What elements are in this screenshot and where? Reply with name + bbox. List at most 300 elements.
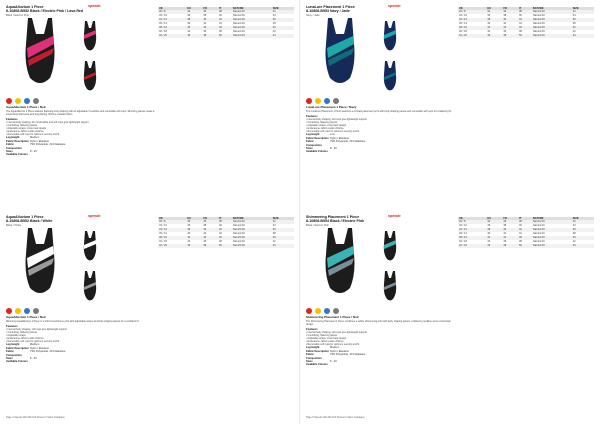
product-block-aqua-alluvium-white (0, 210, 300, 415)
size-table-cell: 46 (518, 26, 532, 30)
size-table-cell: 42 (186, 26, 202, 30)
size-table-cell: 36 / 14 (459, 232, 467, 236)
speedo-logo: speedo (388, 214, 401, 218)
size-table-cell: Natural Fit (232, 232, 245, 236)
size-table-cell: 32 / 10 (159, 14, 167, 18)
size-table-cell: Natural Fit (532, 244, 572, 248)
product-description-area (6, 106, 156, 157)
size-table-cell: 34 (186, 220, 202, 224)
size-table-cell: 38 (503, 224, 507, 228)
size-table-cell: 36 / 14 (159, 22, 167, 26)
size-table-cell: Natural Fit (232, 220, 272, 224)
size-table-cell: 50 (518, 244, 532, 248)
size-table-cell: Natural Fit (232, 244, 272, 248)
size-table-cell: 38 (186, 228, 202, 232)
size-table-cell: 38 (518, 10, 532, 14)
size-table-cell: 48 (518, 30, 522, 34)
size-table-header-cell: EU (186, 217, 202, 220)
feature-icons (306, 307, 366, 315)
page-footer-right: Page 5 Speedo AW 2013/14 Women’s Swim Catalogue (306, 416, 365, 419)
size-table-cell: 42 (503, 232, 507, 236)
size-table-cell: 46 (503, 30, 507, 34)
size-table-cell: 38 (486, 18, 502, 22)
size-table-cell: 32 (572, 220, 594, 224)
size-table-cell: 38 (203, 224, 207, 228)
size-table-cell: 40 (572, 26, 594, 30)
size-table-cell: 50 (218, 244, 232, 248)
size-table-cell: 40 (218, 14, 222, 18)
size-table-cell: 46 (186, 34, 202, 38)
features-list (6, 121, 156, 136)
description-text: Slimming AquaAlluvium 1 Piece in a bold monochrome print with adjustable straps and body shaping panels for a confident fit. (6, 319, 140, 323)
feature-icons (306, 97, 366, 105)
size-table-cell: Natural Fit (232, 14, 245, 18)
size-table-cell: 34 (272, 14, 276, 18)
size-table-cell: Natural Fit (232, 236, 272, 240)
size-table-cell: 34 (186, 10, 202, 14)
feature-badge-icon (315, 308, 321, 314)
size-table-cell: 44 (218, 232, 222, 236)
size-table-cell: 42 (572, 240, 576, 244)
spec-value: Medium (30, 136, 40, 140)
description-text: The AquaAlluvium 1 Piece features flattering body shaping with an adjustable V-neckline and removable soft cups. Slimming panels create a streamlined silhouette with long-lasting chlorine resistant fabric. (6, 109, 155, 116)
size-table-cell: 48 (518, 240, 522, 244)
size-table-cell: Natural Fit (232, 228, 272, 232)
size-table-cell: 34 (486, 10, 502, 14)
size-table-cell: Natural Fit (232, 18, 272, 22)
size-table-cell: Natural Fit (532, 34, 572, 38)
spec-label: Leg Height (306, 346, 320, 350)
size-table-cell: 44 (487, 30, 491, 34)
size-table-cell: 44 (218, 22, 222, 26)
description-text: The Shimmering Placement 1 Piece combines a subtle shimmering print with body shaping panels, a flattering neckline and a cross-back design. (306, 319, 451, 326)
product-title: Shimmering Placement 1 Piece (306, 215, 360, 219)
feature-badge-icon (324, 308, 330, 314)
feature-badge-icon (324, 98, 330, 104)
size-table-cell: 46 (486, 34, 502, 38)
size-table-cell: 38 (572, 232, 576, 236)
size-table-cell: 48 (218, 240, 222, 244)
size-table-cell: 44 (518, 232, 522, 236)
size-table-cell: Natural Fit (532, 228, 572, 232)
table-row (458, 34, 594, 38)
description-title: AquaAlluvium 1 Piece / Noir (6, 105, 46, 109)
size-chart-table (458, 7, 594, 38)
size-table-cell: 38 (218, 220, 232, 224)
spec-label: Leg Height (306, 133, 320, 137)
size-table-cell: 42 (186, 236, 202, 240)
size-table-cell: 40 / 18 (459, 240, 467, 244)
spec-label: Sizes (306, 147, 313, 151)
size-table-cell: 42 / 20 (158, 34, 186, 38)
size-table-cell: 38 (272, 232, 276, 236)
spec-label: Fabric Composition (306, 353, 322, 360)
spec-label: Sizes (6, 357, 13, 361)
size-table-cell: 34 / 12 (458, 18, 486, 22)
size-table-cell: 42 / 20 (458, 34, 486, 38)
list-item: • Adjustable straps; cross back design (306, 337, 347, 341)
list-item: • Endurance+ fabric resists chlorine (306, 127, 344, 131)
size-table-cell: 40 / 18 (159, 240, 167, 244)
spec-label: Fabric Composition (6, 350, 22, 357)
spec-value: 79% Polyamide, 21% Elastane (330, 140, 366, 144)
size-table-cell: Natural Fit (532, 232, 545, 236)
size-table-cell: 38 (186, 18, 202, 22)
spec-value: 79% Polyamide, 21% Elastane (30, 143, 66, 147)
size-table-cell: 42 (272, 30, 276, 34)
size-table-cell: 32 / 10 (159, 224, 167, 228)
list-item: • Endurance+ fabric resists chlorine (6, 337, 44, 341)
product-colour-name: Navy / Jade (306, 13, 320, 17)
size-table-cell: 44 (272, 34, 294, 38)
list-item: • Removable soft cups for optimum security and fit (306, 130, 360, 134)
size-table-cell: 46 (203, 30, 207, 34)
size-table-cell: 36 / 14 (459, 22, 467, 26)
feature-badge-icon (15, 308, 21, 314)
feature-badge-icon (333, 98, 339, 104)
spec-row (306, 353, 456, 360)
spec-row (306, 140, 456, 147)
swimsuit-side-thumbnail (80, 60, 100, 94)
size-table-cell: 38 (272, 22, 276, 26)
size-table-cell: 32 / 10 (459, 14, 467, 18)
feature-badge-icon (333, 308, 339, 314)
size-table-cell: 48 (202, 244, 218, 248)
size-table-cell: 50 (518, 34, 532, 38)
size-table-cell: 36 (572, 228, 594, 232)
features-heading: Features (6, 116, 18, 121)
size-table-cell: 44 (502, 236, 518, 240)
size-table-cell: 32 (272, 220, 294, 224)
size-table-cell: 36 (572, 18, 594, 22)
size-table-cell: 42 (572, 30, 576, 34)
swimsuit-back-thumbnail (80, 230, 100, 264)
size-table-cell: 50 (218, 34, 232, 38)
spec-value: Medium (330, 346, 340, 350)
product-description-area (6, 316, 156, 364)
feature-badge-icon (33, 308, 39, 314)
size-table-cell: 36 / 14 (159, 232, 167, 236)
swimsuit-front-image (310, 14, 370, 94)
list-item: • Endurance+ fabric resists chlorine (6, 130, 44, 134)
feature-badge-icon (15, 98, 21, 104)
size-table-cell: 32 (272, 10, 294, 14)
size-table-cell: 40 (518, 14, 522, 18)
list-item: • Removable soft cups for optimum security and fit (6, 340, 60, 344)
size-table-cell: 36 (502, 220, 518, 224)
size-table-cell: 34 / 12 (158, 18, 186, 22)
list-item: • Internal body shaping; the comfortable and soft cups give lightweight support (6, 121, 89, 125)
features-heading: Features (306, 326, 318, 331)
size-chart-table (458, 217, 594, 248)
size-table-cell: 30 / 8 (158, 220, 186, 224)
list-item: • Internal body shaping; soft cups give lightweight support (306, 331, 367, 335)
features-list (306, 118, 456, 133)
table-row (158, 244, 294, 248)
size-table-cell: 40 (518, 224, 522, 228)
page-footer-left: Page 4 Speedo AW 2013/14 Women’s Swim Catalogue (6, 416, 65, 419)
size-table-cell: 38 / 16 (158, 236, 186, 240)
size-table-cell: 46 (186, 244, 202, 248)
size-table-header-cell: UK (158, 217, 186, 220)
speedo-logo: speedo (388, 4, 401, 8)
description-text: The LunaLure Placement 1 Piece features a contrast placement print with body shaping panels and removable soft cups for a flattering fit. (306, 109, 452, 113)
list-item: • Adjustable straps; cross back design (6, 127, 47, 131)
size-table-cell: Natural Fit (532, 240, 545, 244)
size-table-cell: 40 (272, 236, 294, 240)
size-table-cell: 42 (518, 18, 532, 22)
size-table-cell: 44 (187, 30, 191, 34)
spec-value: 79% Polyamide, 21% Elastane (330, 353, 366, 357)
size-chart-table (158, 7, 294, 38)
feature-badge-icon (315, 98, 321, 104)
spec-value: 8 - 20 (330, 360, 337, 364)
size-table-cell: 42 / 20 (458, 244, 486, 248)
product-description-area (306, 106, 456, 154)
product-title: LunaLure Placement 1 Piece (306, 5, 355, 9)
description-title: AquaAlluvium 1 Piece / Noir (6, 315, 46, 319)
spec-label: Fabric Description (6, 139, 29, 143)
size-table-header-cell: NATURE (232, 7, 272, 10)
spec-value: Nylon / Elastane (30, 346, 49, 350)
size-table-cell: 42 (203, 22, 207, 26)
spec-row (6, 350, 156, 357)
size-table-header-cell: NATURE (532, 217, 572, 220)
product-block-shimmering (300, 210, 600, 415)
spec-label: Fabric Composition (6, 143, 22, 150)
size-table-cell: Natural Fit (532, 236, 572, 240)
size-table-cell: 30 / 8 (458, 220, 486, 224)
spec-label: Sizes (6, 150, 13, 154)
size-table-cell: 44 (202, 26, 218, 30)
size-table-cell: Natural Fit (532, 18, 572, 22)
size-table-cell: 36 (187, 14, 191, 18)
size-table-cell: 44 (572, 244, 594, 248)
spec-value: Nylon / Elastane (330, 136, 349, 140)
list-item: • Controlling, flattering panels (6, 124, 38, 128)
product-description-area (306, 316, 456, 367)
description-title: Shimmering Placement 1 Piece / Noir (306, 315, 359, 319)
size-table-cell: 42 (203, 232, 207, 236)
features-list (6, 328, 156, 343)
size-table-cell: 40 (502, 18, 518, 22)
size-table-cell: 44 (572, 34, 594, 38)
size-table-cell: 40 (272, 26, 294, 30)
size-table-header-cell: SIZE (572, 7, 594, 10)
spec-row (6, 153, 156, 156)
list-item: • Endurance+ fabric resists chlorine (306, 340, 344, 344)
swimsuit-back-thumbnail (380, 230, 400, 264)
size-table-cell: 38 (203, 14, 207, 18)
size-table-header-cell: NATURE (532, 7, 572, 10)
swimsuit-back-thumbnail (380, 20, 400, 54)
product-block-aqua-alluvium-pink (0, 0, 300, 205)
size-table-cell: 46 (203, 240, 207, 244)
spec-value: 8 - 20 (30, 357, 37, 361)
size-table-cell: 48 (502, 244, 518, 248)
product-title: AquaAlluvium 1 Piece (6, 215, 44, 219)
spec-list (6, 136, 156, 156)
swimsuit-front-image (10, 224, 70, 304)
list-item: • Controlling, flattering panels (306, 334, 338, 338)
size-table-cell: 36 (272, 18, 294, 22)
size-table-cell: 30 / 8 (458, 10, 486, 14)
size-table-header-cell: FR (202, 217, 218, 220)
spec-value: Nylon / Elastane (330, 349, 349, 353)
size-table-cell: 32 / 10 (459, 224, 467, 228)
table-row (158, 34, 294, 38)
size-table-cell: Natural Fit (532, 220, 572, 224)
speedo-logo: speedo (88, 214, 101, 218)
size-table-header-cell: SIZE (572, 217, 594, 220)
speedo-logo: speedo (88, 4, 101, 8)
size-table-cell: 32 (572, 10, 594, 14)
size-table-cell: 38 / 16 (158, 26, 186, 30)
spec-row (306, 150, 456, 153)
size-table-cell: 42 (518, 228, 532, 232)
size-table-cell: 30 / 8 (158, 10, 186, 14)
size-table-header-cell: FR (502, 7, 518, 10)
size-table-cell: 40 (187, 232, 191, 236)
size-table-header-cell: EU (186, 7, 202, 10)
size-table-cell: 36 (187, 224, 191, 228)
spec-label: Sizes (306, 360, 313, 364)
list-item: • Internal body shaping; soft cups give lightweight support (6, 328, 67, 332)
size-table-cell: 44 (502, 26, 518, 30)
size-table-cell: 46 (218, 26, 232, 30)
size-table-cell: 46 (218, 236, 232, 240)
spec-label: Available Colours (306, 150, 328, 154)
feature-badge-icon (306, 308, 312, 314)
size-table-cell: 36 (272, 228, 294, 232)
spec-label: Fabric Description (6, 346, 29, 350)
spec-label: Leg Height (6, 136, 20, 140)
size-table-cell: 42 (272, 240, 276, 244)
size-table-cell: 44 (202, 236, 218, 240)
size-table-cell: 36 (487, 14, 491, 18)
size-table-cell: 34 (486, 220, 502, 224)
size-table-cell: Natural Fit (232, 240, 245, 244)
size-table-cell: 38 / 16 (458, 236, 486, 240)
size-table-header-cell: SIZE (272, 217, 294, 220)
size-table-cell: 38 (572, 22, 576, 26)
size-table-cell: Natural Fit (232, 22, 245, 26)
spec-value: Low (330, 133, 335, 137)
spec-row (6, 360, 156, 363)
size-table-header-cell: UK (158, 7, 186, 10)
size-table-cell: 34 (572, 14, 576, 18)
list-item: • Removable soft cups for optimum security and fit (6, 133, 60, 137)
size-table-cell: 40 (202, 228, 218, 232)
list-item: • Internal body shaping; soft cups give lightweight support (306, 118, 367, 122)
size-table-cell: 40 (502, 228, 518, 232)
spec-list (6, 343, 156, 363)
swimsuit-back-thumbnail (80, 20, 100, 54)
size-table-cell: 40 (487, 22, 491, 26)
size-table-cell: 36 (202, 10, 218, 14)
size-table-cell: 36 (487, 224, 491, 228)
features-heading: Features (306, 113, 318, 118)
size-table-header-cell: EU (486, 7, 502, 10)
size-table-header-cell: UK (458, 217, 486, 220)
size-table-cell: 38 (218, 10, 232, 14)
product-colour-name: Black / Electric Pink (6, 13, 29, 17)
size-table-cell: Natural Fit (532, 26, 572, 30)
size-table-header-cell: FR (202, 7, 218, 10)
size-table-cell: Natural Fit (232, 34, 272, 38)
size-table-cell: 40 (202, 18, 218, 22)
product-colour-name: Black / Electric Pink (306, 223, 329, 227)
size-table-cell: 42 (486, 236, 502, 240)
features-heading: Features (6, 323, 18, 328)
size-table-cell: 44 (518, 22, 522, 26)
size-table-cell: Natural Fit (532, 30, 545, 34)
size-table-header-cell: EU (486, 217, 502, 220)
product-block-luna-lure (300, 0, 600, 205)
size-table-cell: 44 (487, 240, 491, 244)
size-table-cell: 38 / 16 (458, 26, 486, 30)
spec-label: Fabric Composition (306, 140, 322, 147)
spec-value: 8 - 20 (330, 147, 337, 151)
spec-label: Fabric Description (306, 136, 329, 140)
swimsuit-front-image (310, 224, 370, 304)
size-table-cell: 42 (218, 18, 232, 22)
spec-label: Leg Height (6, 343, 20, 347)
list-item: • Adjustable straps; cross back design (306, 124, 347, 128)
swimsuit-front-image (10, 14, 70, 94)
product-code: 8-10808-B953 Navy / Jade (306, 9, 350, 14)
size-table-cell: Natural Fit (532, 10, 572, 14)
product-code: 8-10808-B954 Black / Electric Pink (306, 219, 365, 224)
spec-label: Available Colours (6, 360, 28, 364)
swimsuit-side-thumbnail (380, 60, 400, 94)
size-table-cell: 48 (218, 30, 222, 34)
size-table-cell: 40 (218, 224, 222, 228)
list-item: • Removable soft cups for optimum security and fit (306, 343, 360, 347)
size-table-cell: 34 (572, 224, 576, 228)
size-table-cell: 38 (518, 220, 532, 224)
size-table-cell: Natural Fit (232, 26, 272, 30)
size-table-cell: 44 (187, 240, 191, 244)
size-table-cell: 38 (503, 14, 507, 18)
size-table-cell: 40 (572, 236, 594, 240)
size-table-cell: 40 (187, 22, 191, 26)
size-table-header-cell: NATURE (232, 217, 272, 220)
swimsuit-side-thumbnail (80, 270, 100, 304)
size-table-cell: 46 (486, 244, 502, 248)
feature-icons (6, 307, 66, 315)
size-table-cell: 40 / 18 (459, 30, 467, 34)
product-code: 8-10808-B952 Black / Electric Pink / Lava Red (6, 9, 84, 14)
size-table-cell: 46 (503, 240, 507, 244)
list-item: • Adjustable straps (6, 334, 26, 338)
size-table-cell: 34 / 12 (158, 228, 186, 232)
feature-badge-icon (24, 98, 30, 104)
feature-badge-icon (306, 98, 312, 104)
size-table-cell: 42 (503, 22, 507, 26)
size-table-cell: 46 (518, 236, 532, 240)
size-table-cell: Natural Fit (532, 14, 545, 18)
spec-list (306, 133, 456, 153)
product-colour-name: Black / White (6, 223, 22, 227)
spec-value: Medium (30, 343, 40, 347)
size-table-header-cell: IT (518, 217, 532, 220)
size-table-cell: Natural Fit (532, 22, 545, 26)
size-table-header-cell: FR (502, 217, 518, 220)
size-table-header-cell: SIZE (272, 7, 294, 10)
size-table-cell: Natural Fit (232, 30, 245, 34)
size-table-cell: 34 (272, 224, 276, 228)
